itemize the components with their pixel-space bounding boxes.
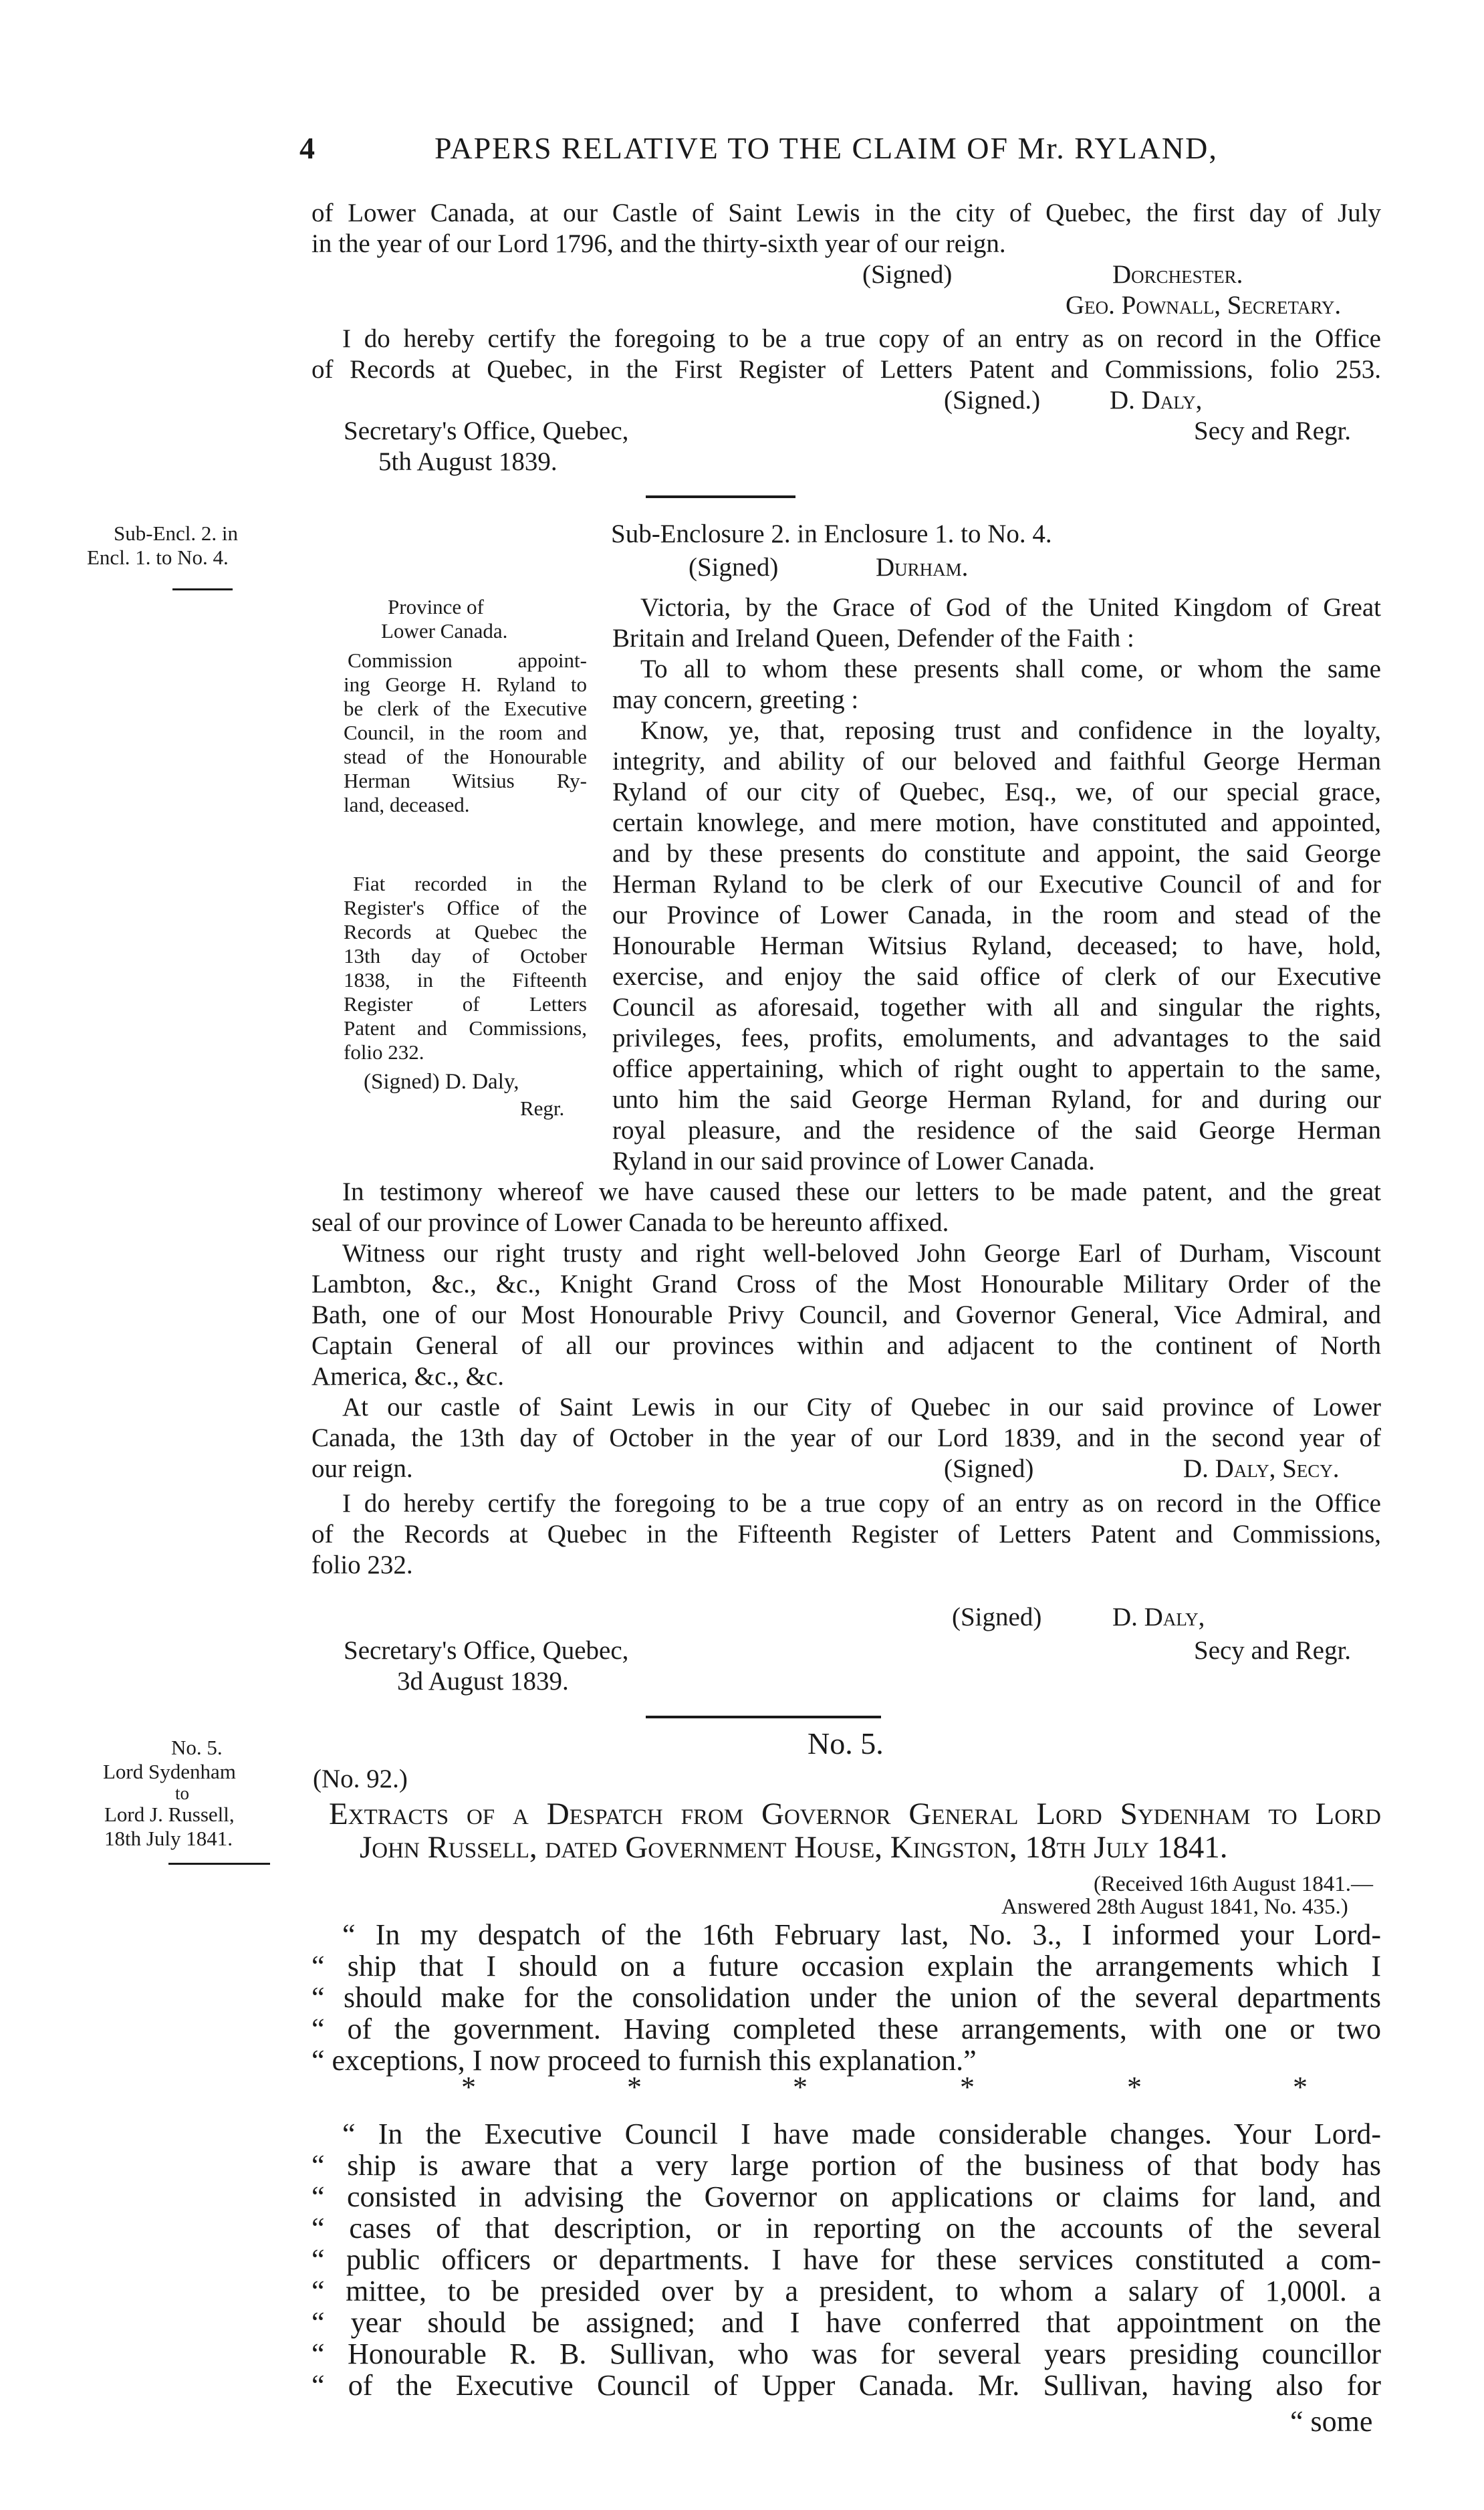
sec3-ref-no: (No. 92.) <box>313 1764 408 1793</box>
sec2-full-3: Witness our right trusty and right well-beloved John George Earl of Durham, Viscount <box>342 1239 1381 1268</box>
sec2-body-1: Victoria, by the Grace of God of the United Kingdom of Great <box>640 593 1381 622</box>
sec2-full-2: seal of our province of Lower Canada to be hereunto affixed. <box>312 1208 949 1237</box>
sec2-body-2: Britain and Ireland Queen, Defender of the Faith : <box>612 624 1134 653</box>
side-commission-2: ing George H. Ryland to <box>344 673 587 696</box>
para2-line-4: “ cases of that description, or in reporting on the accounts of the several <box>312 2212 1381 2245</box>
sec1-office: Secretary's Office, Quebec, <box>344 417 629 445</box>
side-signed: (Signed) D. Daly, <box>364 1070 519 1094</box>
sec2-cert-1: I do hereby certify the foregoing to be a true copy of an entry as on record in the Office <box>342 1489 1381 1518</box>
sec1-office-title: Secy and Regr. <box>1194 417 1352 445</box>
side-fiat-5: 1838, in the Fifteenth <box>344 968 587 992</box>
sec3-title-2: John Russell, dated Government House, Kingston, 18th July 1841. <box>360 1830 1228 1865</box>
side-commission-6: Herman Witsius Ry- <box>344 769 587 792</box>
sec2-body-7: Ryland of our city of Quebec, Esq., we, of our special grace, <box>612 778 1381 806</box>
sec2-full-1: In testimony whereof we have caused these our letters to be made patent, and the great <box>342 1177 1381 1206</box>
sec2-body-6: integrity, and ability of our beloved and faithful George Herman <box>612 747 1381 776</box>
side-fiat-3: Records at Quebec the <box>344 920 587 943</box>
side-title-1: Province of <box>388 595 484 618</box>
side-commission-1: Commission appoint- <box>348 649 587 672</box>
star-2: * <box>627 2071 642 2103</box>
star-6: * <box>1293 2071 1308 2103</box>
side-fiat-8: folio 232. <box>344 1040 424 1064</box>
sec2-body-8: certain knowlege, and mere motion, have constituted and appointed, <box>612 808 1381 837</box>
sec2-body-19: Ryland in our said province of Lower Canada. <box>612 1147 1095 1175</box>
sec2-full-5: Bath, one of our Most Honourable Privy Council, and Governor General, Vice Admiral, and <box>312 1300 1381 1329</box>
sec3-received: (Received 16th August 1841.— <box>1094 1872 1373 1896</box>
side-fiat-6: Register of Letters <box>344 992 587 1016</box>
sec2-body-12: Honourable Herman Witsius Ryland, deceased; to have, hold, <box>612 931 1381 960</box>
star-1: * <box>461 2071 476 2103</box>
sec2-margin-ref-1: Sub-Encl. 2. in <box>114 522 238 545</box>
para1-line-2: “ ship that I should on a future occasion explain the arrangements which I <box>312 1950 1381 1982</box>
sec2-cert-2: of the Records at Quebec in the Fifteenth Register of Letters Patent and Commissions, <box>312 1520 1381 1549</box>
star-4: * <box>960 2071 975 2103</box>
sec2-full-6: Captain General of all our provinces within and adjacent to the continent of North <box>312 1331 1381 1360</box>
sec2-full-9: Canada, the 13th day of October in the year of our Lord 1839, and in the second year of <box>312 1423 1381 1452</box>
sec3-margin-ref-4: Lord J. Russell, <box>104 1803 235 1826</box>
star-3: * <box>793 2071 808 2103</box>
sec2-body-10: Herman Ryland to be clerk of our Executive Council of and for <box>612 870 1381 899</box>
sec2-full-10: our reign. <box>312 1454 413 1483</box>
sec2-body-16: office appertaining, which of right ought to appertain to the same, <box>612 1054 1381 1083</box>
catchword: “ some <box>1290 2405 1373 2438</box>
sec3-margin-ref-2: Lord Sydenham <box>103 1760 236 1783</box>
sec3-title-1: Extracts of a Despatch from Governor General Lord Sydenham to Lord <box>329 1797 1381 1831</box>
divider-1 <box>646 495 795 498</box>
sec1-line-1: of Lower Canada, at our Castle of Saint Lewis in the city of Quebec, the first day of July <box>312 199 1381 227</box>
sec1-cert-line-2: of Records at Quebec, in the First Register of Letters Patent and Commissions, folio 253. <box>312 355 1381 384</box>
para2-line-6: “ mittee, to be presided over by a president, to whom a salary of 1,000l. a <box>312 2275 1381 2307</box>
sec2-signed-label: (Signed) <box>689 553 779 582</box>
sec2-full-4: Lambton, &c., &c., Knight Grand Cross of the Most Honourable Military Order of the <box>312 1270 1381 1298</box>
sec2-margin-ref-2: Encl. 1. to No. 4. <box>87 546 229 569</box>
sec2-office-title: Secy and Regr. <box>1194 1636 1352 1665</box>
divider-2 <box>646 1716 881 1718</box>
para1-line-1: “ In my despatch of the 16th February last, No. 3., I informed your Lord- <box>342 1918 1381 1951</box>
sec3-margin-ref-1: No. 5. <box>171 1736 223 1759</box>
para2-line-1: “ In the Executive Council I have made considerable changes. Your Lord- <box>342 2118 1381 2150</box>
page-number: 4 <box>299 131 315 165</box>
sec3-margin-ref-3: to <box>175 1783 190 1803</box>
sec2-date: 3d August 1839. <box>397 1667 569 1696</box>
sec3-margin-rule <box>168 1863 270 1865</box>
sec3-margin-ref-5: 18th July 1841. <box>104 1827 233 1850</box>
sec1-date: 5th August 1839. <box>378 447 558 476</box>
para2-line-7: “ year should be assigned; and I have conferred that appointment on the <box>312 2306 1381 2339</box>
sec2-body-3: To all to whom these presents shall come, or whom the same <box>640 655 1381 683</box>
sec2-body-13: exercise, and enjoy the said office of clerk of our Executive <box>612 962 1381 991</box>
sec2-body-17: unto him the said George Herman Ryland, for and during our <box>612 1085 1381 1114</box>
side-commission-3: be clerk of the Executive <box>344 697 587 720</box>
sec2-cert-signed: (Signed) <box>952 1603 1042 1631</box>
side-commission-5: stead of the Honourable <box>344 745 587 768</box>
sec1-cert-signed: (Signed.) <box>944 386 1041 415</box>
para2-line-8: “ Honourable R. B. Sullivan, who was for several years presiding councillor <box>312 2337 1381 2370</box>
sec2-signer: Durham. <box>876 553 969 582</box>
side-regr: Regr. <box>520 1097 565 1120</box>
sec2-cert-signer: D. Daly, <box>1112 1603 1205 1631</box>
sec1-signed-label: (Signed) <box>862 260 953 289</box>
sec3-heading: No. 5. <box>808 1726 884 1760</box>
sec2-body-15: privileges, fees, profits, emoluments, and advantages to the said <box>612 1024 1381 1052</box>
running-title: PAPERS RELATIVE TO THE CLAIM OF Mr. RYLAND, <box>435 131 1218 165</box>
side-commission-7: land, deceased. <box>344 793 470 816</box>
para1-line-3: “ should make for the consolidation under the union of the several departments <box>312 1981 1381 2014</box>
sec1-cert-line-1: I do hereby certify the foregoing to be a true copy of an entry as on record in the Office <box>342 324 1381 353</box>
para1-line-5: “ exceptions, I now proceed to furnish this explanation.” <box>312 2044 977 2077</box>
sec2-body-11: our Province of Lower Canada, in the room and stead of the <box>612 901 1381 929</box>
sec1-line-2: in the year of our Lord 1796, and the thirty-sixth year of our reign. <box>312 229 1006 258</box>
side-fiat-2: Register's Office of the <box>344 896 587 919</box>
para2-line-3: “ consisted in advising the Governor on applications or claims for land, and <box>312 2180 1381 2213</box>
sec2-body-14: Council as aforesaid, together with all and singular the rights, <box>612 993 1381 1022</box>
sec2-body-5: Know, ye, that, reposing trust and confidence in the loyalty, <box>640 716 1381 745</box>
sec2-body-18: royal pleasure, and the residence of the said George Herman <box>612 1116 1381 1145</box>
side-fiat-1: Fiat recorded in the <box>353 872 587 895</box>
sec1-cert-signer: D. Daly, <box>1110 386 1203 415</box>
sec1-signer: Dorchester. <box>1112 260 1243 289</box>
para1-line-4: “ of the government. Having completed these arrangements, with one or two <box>312 2013 1381 2045</box>
sec2-margin-rule <box>172 588 233 590</box>
sec2-office: Secretary's Office, Quebec, <box>344 1636 629 1665</box>
sec1-secretary: Geo. Pownall, Secretary. <box>1066 291 1342 320</box>
sec2-full-7: America, &c., &c. <box>312 1362 505 1391</box>
side-fiat-7: Patent and Commissions, <box>344 1016 587 1040</box>
para2-line-5: “ public officers or departments. I have for these services constituted a com- <box>312 2243 1381 2276</box>
sec3-answered: Answered 28th August 1841, No. 435.) <box>1001 1895 1348 1919</box>
side-commission-4: Council, in the room and <box>344 721 587 744</box>
sec2-reign-signer: D. Daly, Secy. <box>1183 1454 1340 1483</box>
sec2-heading: Sub-Enclosure 2. in Enclosure 1. to No. 4. <box>611 520 1052 548</box>
side-title-2: Lower Canada. <box>381 619 508 643</box>
star-5: * <box>1127 2071 1142 2103</box>
sec2-body-9: and by these presents do constitute and appoint, the said George <box>612 839 1381 868</box>
para2-line-2: “ ship is aware that a very large portion of the business of that body has <box>312 2149 1381 2182</box>
sec2-full-8: At our castle of Saint Lewis in our City of Quebec in our said province of Lower <box>342 1393 1381 1421</box>
sec2-body-4: may concern, greeting : <box>612 685 859 714</box>
sec2-reign-signed: (Signed) <box>944 1454 1034 1483</box>
para2-line-9: “ of the Executive Council of Upper Canada. Mr. Sullivan, having also for <box>312 2369 1381 2402</box>
sec2-cert-3: folio 232. <box>312 1551 413 1579</box>
side-fiat-4: 13th day of October <box>344 944 587 967</box>
